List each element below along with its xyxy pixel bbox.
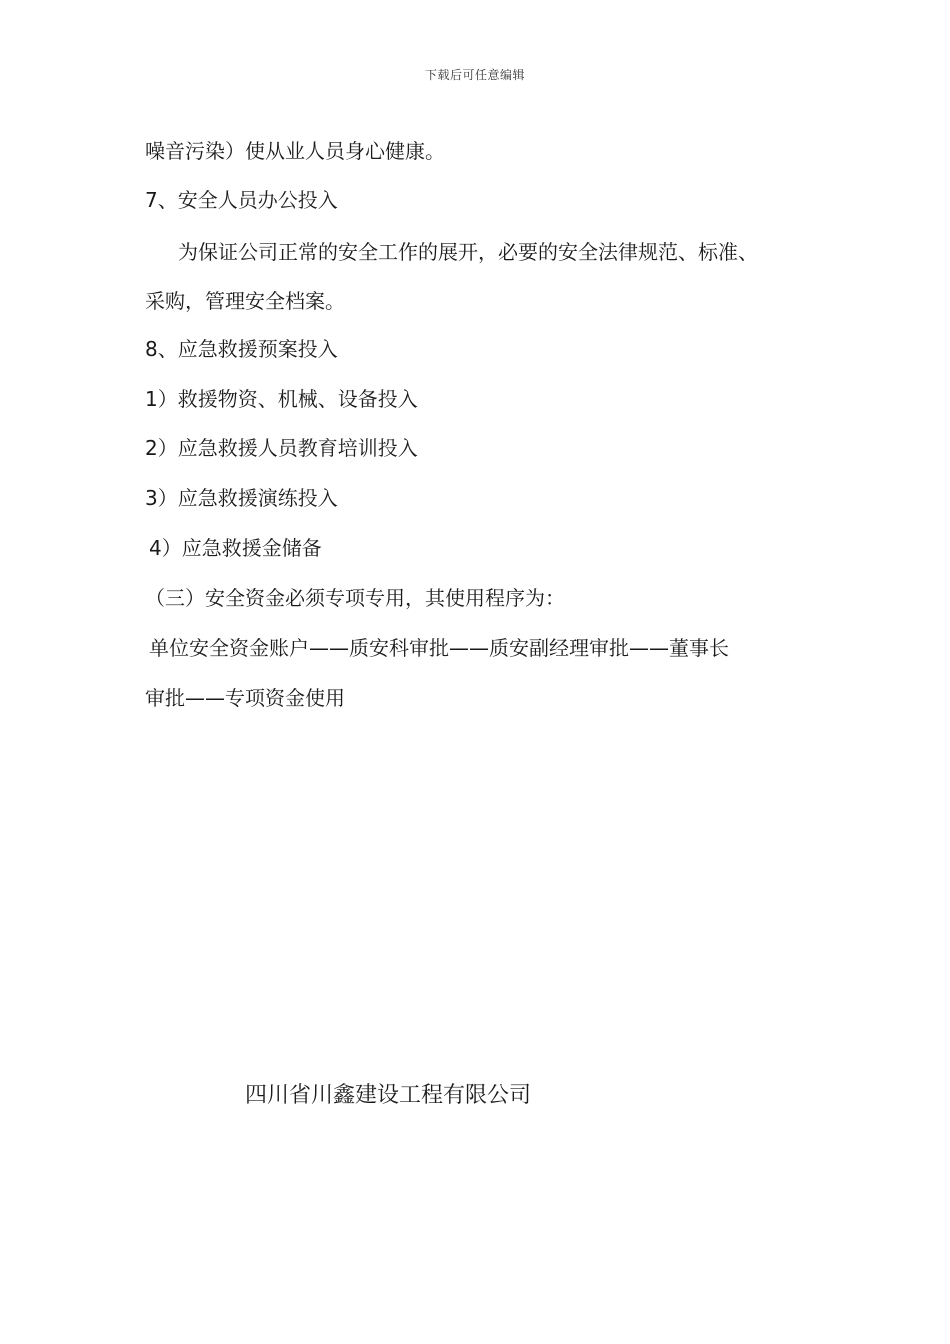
list-item-training: 2）应急救援人员教育培训投入 [145, 436, 418, 460]
list-item-reserve-fund: 4）应急救援金储备 [149, 536, 322, 560]
company-name: 四川省川鑫建设工程有限公司 [245, 1083, 532, 1108]
text-line-approval-end: 审批——专项资金使用 [145, 686, 345, 710]
heading-emergency-plan-investment: 8、应急救援预案投入 [145, 337, 338, 361]
page-header-note: 下载后可任意编辑 [424, 68, 525, 82]
list-item-drills: 3）应急救援演练投入 [145, 486, 338, 510]
heading-fund-usage-procedure: （三）安全资金必须专项专用，其使用程序为： [145, 586, 565, 610]
text-line-noise-pollution: 噪音污染）使从业人员身心健康。 [145, 139, 445, 163]
text-line-approval-chain: 单位安全资金账户——质安科审批——质安副经理审批——董事长 [149, 636, 729, 660]
list-item-rescue-materials: 1）救援物资、机械、设备投入 [145, 387, 418, 411]
heading-safety-office-investment: 7、安全人员办公投入 [145, 188, 338, 212]
text-line-procurement: 采购，管理安全档案。 [145, 289, 345, 313]
paragraph-safety-work: 为保证公司正常的安全工作的展开，必要的安全法律规范、标准、 [178, 240, 758, 264]
